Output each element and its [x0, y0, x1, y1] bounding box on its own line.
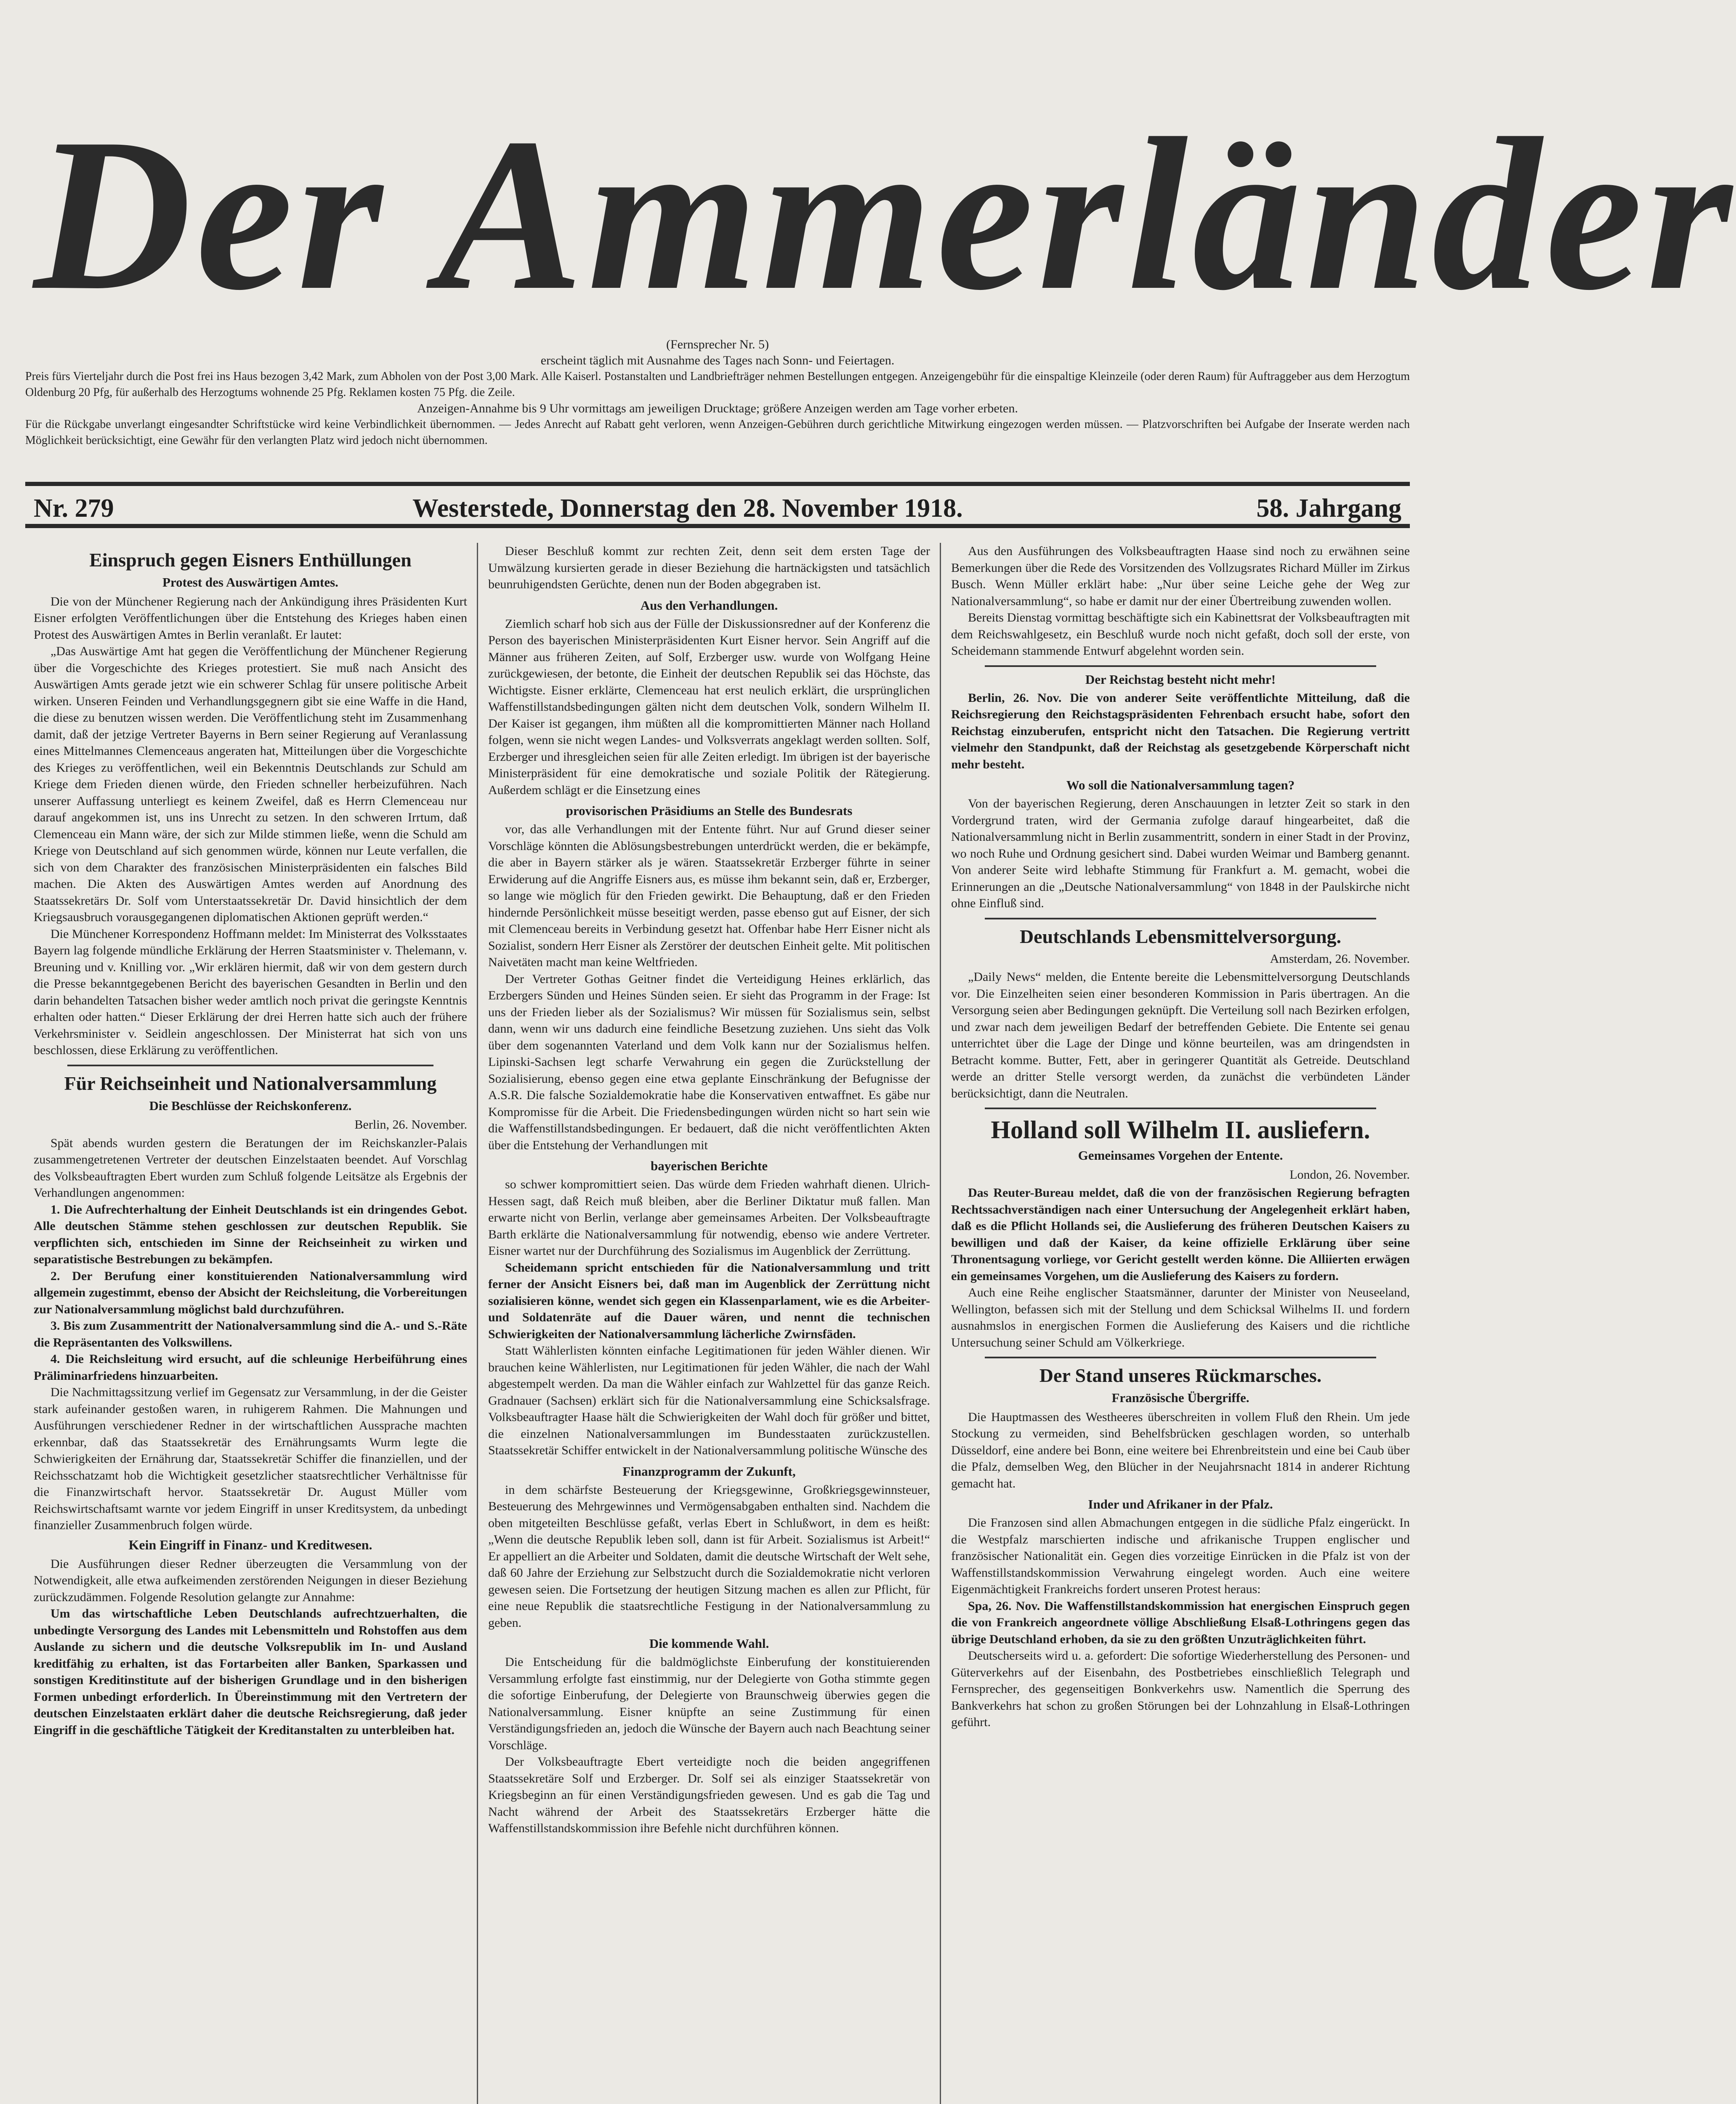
paragraph: Bereits Dienstag vormittag beschäftigte sich ein Kabinettsrat der Volksbeauftragten mit dem Reichswahlgesetz, ein Beschluß wurde noch nicht gefaßt, doch soll der erste, von Scheidemann stammende Entwurf abgelehnt worden sein.	[951, 611, 1410, 658]
paragraph: Auch eine Reihe englischer Staatsmänner, darunter der Minister von Neuseeland, Wellington, befassen sich mit der Stellung und dem Schicksal Wilhelms II. und fordern ausnahmslos in energischen Formen die Auslieferung des Kaisers und die richtliche Untersuchung seiner Schuld am Völkerkriege.	[951, 1286, 1410, 1350]
paragraph: 4. Die Reichsleitung wird ersucht, auf die schleunige Herbeiführung eines Präliminarfriedens hinzuarbeiten.	[34, 1352, 467, 1383]
paragraph: Scheidemann spricht entschieden für die Nationalversammlung und tritt ferner der Ansicht Eisners bei, daß man im Augenblick der Zerrüttung nicht sozialisieren könne, wendet sich gegen ein Klassenparlament, wie es die Arbeiter- und Soldatenräte auf die Dauer wären, und nennt die technischen Schwierigkeiten der Nationalversammlung lächerliche Zwirnsfäden.	[488, 1260, 930, 1341]
paragraph: Die Nachmittagssitzung verlief im Gegensatz zur Versammlung, in der die Geister stark aufeinander gestoßen waren, in ruhigerem Rahmen. Die Mahnungen und Ausführungen verschiedener Redner in der wirtschaftlichen Aussprache machten erkennbar, daß das Staatssekretär des Ernährungsamts Wurm legte die Schwierigkeiten der Ernährung dar, Staatssekretär Schiffer die finanziellen, und der Reichsschatzamt hob die Wichtigkeit gesetzlicher staatsrechtlicher Verhältnisse für die Finanzwirtschaft hervor. Staatssekretär Dr. August Müller vom Reichswirtschaftsamt warnte vor jedem Eingriff in unser Kreditsystem, da unbedingt finanzieller Zusammenbruch folgen würde.	[34, 1385, 467, 1532]
section-heading: Finanzprogramm der Zukunft,	[622, 1464, 796, 1479]
paragraph: „Daily News“ melden, die Entente bereite die Lebensmittelversorgung Deutschlands vor. Die Einzelheiten seien einer besonderen Kommission in Paris übertragen. An die Versorgung seien aber Bedingungen geknüpft. Die Verteilung soll nach Bezirken erfolgen, und zwar nach dem jeweiligen Bedarf der betreffenden Gebiete. Die Entente sei genau unterrichtet über die Lage der Dinge und könne beurteilen, was am dringendsten in Betracht komme. Butter, Fett, aber in geringerer Quantität als Getreide. Deutschland werde an dritter Stelle versorgt werden, da zunächst die verbündeten Länder berücksichtigt, dann die Neutralen.	[951, 970, 1410, 1100]
article-subheadline: Protest des Auswärtigen Amtes.	[162, 575, 338, 590]
article-headline: Holland soll Wilhelm II. ausliefern.	[991, 1116, 1370, 1144]
paragraph: Ziemlich scharf hob sich aus der Fülle der Diskussionsredner auf der Konferenz die Person des bayerischen Ministerpräsidenten Kurt Eisner hervor. Sein Angriff auf die Männer aus früheren Zeiten, auf Solf, Erzberger usw. wurde von Wolfgang Heine zurückgewiesen, der betonte, die Einheit der deutschen Republik sei das Höchste, das Wichtigste. Eisner erklärte, Clemenceau hat erst neulich erklärt, die ursprünglichen Waffenstillstandsbedingungen gälten nicht dem deutschen Volk, sondern Wilhelm II. Der Kaiser ist gegangen, ihm müßten all die kompromittierten Männer nach Holland folgen, wenn sie nicht wegen Landes- und Volksverrats angeklagt werden sollten. Solf, Erzberger und ihresgleichen seien für alle Zeiten erledigt. Im übrigen ist der bayerische Ministerpräsident für eine demokratische und soziale Politik der Rätegierung. Außerdem schlägt er die Einsetzung eines	[488, 616, 930, 797]
article-divider	[985, 1108, 1376, 1109]
article-divider	[985, 665, 1376, 667]
paragraph: 2. Der Berufung einer konstituierenden Nationalversammlung wird allgemein zugestimmt, ebenso der Absicht der Reichsleitung, die Vorbereitungen zur Nationalversammlung möglichst bald durchzuführen.	[34, 1269, 467, 1316]
article-headline: Für Reichseinheit und Nationalversammlung	[64, 1072, 437, 1094]
paragraph: Das Reuter-Bureau meldet, daß die von der französischen Regierung befragten Rechtssachverständigen nach einer Untersuchung der Angelegenheit erklärt haben, daß es die Pflicht Hollands sei, die Auslieferung des früheren Deutschen Kaisers zu bewilligen und daß der Kaiser, da keine offizielle Erklärung über seine Thronentsagung vorliege, vor Gericht gestellt werden könne. Die Alliierten erwägen ein gemeinsames Vorgehen, um die Auslieferung des Kaisers zu fordern.	[951, 1186, 1410, 1283]
article-headline: Einspruch gegen Eisners Enthüllungen	[89, 549, 412, 571]
paragraph: Der Vertreter Gothas Geitner findet die Verteidigung Heines erklärlich, das Erzbergers Sünden und Heines Sünden seien. Er sieht das Programm in der Frage: Ist uns der Frieden lieber als der Sozialismus? Wir müssen für Sozialismus sein, selbst dann, wenn wir uns dadurch eine feindliche Besetzung zuziehen. Uns sieht das Volk über dem sogenannten Vaterland und dem Volk kann nur der Sozialismus helfen. Lipinski-Sachsen legt scharfe Verwahrung ein gegen die Zurückstellung der Sozialisierung, ebenso gegen eine etwa geplante Einschränkung der Befugnisse der A.S.R. Die falsche Sozialdemokratie habe die Konservativen entwaffnet. Es gäbe nur Kompromisse für die Arbeit. Die Friedensbedingungen würden nicht so hart sein wie die Waffenstillstandsbedingungen. Er bedauert, daß die nicht veröffentlichten Akten über die Entstehung der Verhandlungen mit	[488, 972, 930, 1152]
article-dateline: Amsterdam, 26. November.	[1270, 951, 1410, 966]
issue-date: Westerstede, Donnerstag den 28. November 1918.	[412, 494, 963, 523]
section-heading: Aus den Verhandlungen.	[640, 598, 778, 613]
paragraph: vor, das alle Verhandlungen mit der Entente führt. Nur auf Grund dieser seiner Vorschläge könnten die Ablösungsbestrebungen unterdrückt werden, die er bekämpfe, die aber in Bayern stärker als je wären. Staatssekretär Erzberger führte in seiner Erwiderung auf die Angriffe Eisners aus, es müsse ihm bekannt sein, daß er, Erzberger, so lange wie möglich für den Frieden gewirkt. Die Behauptung, daß er den Frieden hindernde Persönlichkeit müsse beseitigt werden, passe ebenso gut auf Eisner, der sich mit Clemenceau bereits in Verbindung gesetzt hat. Offenbar habe Herr Eisner nicht als Sozialist, sondern Herr Eisner als Zerstörer der deutschen Einheit gelte. Mit politischen Naivetäten macht man keine Weltfrieden.	[488, 822, 930, 969]
paragraph: Deutscherseits wird u. a. gefordert: Die sofortige Wiederherstellung des Personen- und Güterverkehrs auf der Eisenbahn, des Postbetriebes einschließlich Telegraph und Fernsprecher, des gegenseitigen Bonkverkehrs usw. Namentlich die Sperrung des Bankverkehrs hat schon zu großen Störungen bei der Lohnzahlung in Elsaß-Lothringen geführt.	[951, 1649, 1410, 1729]
article-subheadline: Gemeinsames Vorgehen der Entente.	[1078, 1148, 1283, 1163]
paragraph: in dem schärfste Besteuerung der Kriegsgewinne, Großkriegsgewinnsteuer, Besteuerung des Mehrgewinnes und Vermögensabgaben enthalten sind. Nachdem die oben mitgeteilten Beschlüsse gefaßt, verlas Ebert in Schlußwort, in dem es heißt: „Wenn die deutsche Republik leben soll, dann ist für Arbeit. Sozialismus ist Arbeit!“ Er appelliert an die Arbeiter und Soldaten, damit die deutsche Wirtschaft der Welt sehe, daß 60 Jahre der Erziehung zur Selbstzucht durch die Sozialdemokratie nicht verloren gewesen seien. Die Fortsetzung der heutigen Sitzung machen es allen zur Pflicht, für eine neue Republik die staatsrechtliche Festigung in der Nationalversammlung zu geben.	[488, 1482, 930, 1630]
paragraph: Aus den Ausführungen des Volksbeauftragten Haase sind noch zu erwähnen seine Bemerkungen über die Rede des Vorsitzenden des Vollzugsrates Richard Müller im Zirkus Busch. Wenn Müller erklärt habe: „Nur über seine Leiche gehe der Weg zur Nationalversammlung“, so habe er damit nur der einer Übertreibung zuwenden wollen.	[951, 544, 1410, 608]
article-subheadline: Die Beschlüsse der Reichskonferenz.	[149, 1098, 352, 1113]
price-line: Preis fürs Vierteljahr durch die Post frei ins Haus bezogen 3,42 Mark, zum Abholen von der Post 3,00 Mark. Alle Kaiserl. Postanstalten und Landbriefträger nehmen Bestellungen entgegen. Anzeigengebühr für die einspaltige Kleinzeile (oder deren Raum) für Auftraggeber aus dem Herzogtum Oldenburg 20 Pfg, für außerhalb des Herzogtums wohnende 25 Pfg. Reklamen kosten 75 Pfg. die Zeile.	[25, 370, 1410, 399]
article-dateline: London, 26. November.	[1289, 1167, 1410, 1182]
paragraph: Spa, 26. Nov. Die Waffenstillstandskommission hat energischen Einspruch gegen die von Frankreich angeordnete völlige Abschließung Elsaß-Lothringens gegen das übrige Deutschland erhoben, da sie zu den größten Unzuträglichkeiten führt.	[951, 1599, 1410, 1646]
section-heading: Inder und Afrikaner in der Pfalz.	[1088, 1497, 1273, 1512]
article-divider	[985, 918, 1376, 919]
return-line: Für die Rückgabe unverlangt eingesandter Schriftstücke wird keine Verbindlichkeit übernommen. — Jedes Anrecht auf Rabatt geht verloren, wenn Anzeigen-Gebühren durch gerichtliche Mitwirkung eingezogen werden müssen. — Platzvorschriften bei Aufgabe der Inserate werden nach Möglichkeit berücksichtigt, eine Gewähr für den verlangten Platz wird jedoch nicht übernommen.	[25, 418, 1410, 447]
article-headline: Deutschlands Lebensmittelversorgung.	[1019, 925, 1342, 947]
paragraph: Die Ausführungen dieser Redner überzeugten die Versammlung von der Notwendigkeit, alle etwa aufkeimenden zerstörenden Neigungen in dieser Beziehung zurückzudämmen. Folgende Resolution gelangte zur Annahme:	[34, 1557, 467, 1604]
column-3	[951, 543, 1410, 2104]
paragraph: Die Entscheidung für die baldmöglichste Einberufung der konstituierenden Versammlung erfolgte fast einstimmig, nur der Delegierte von Gotha stimmte gegen die sofortige Einberufung, der Delegierte von Braunschweig überwies gegen die Nationalversammlung. Eisner knüpfte an seine Zustimmung für einen Verständigungsfrieden an, jedoch die Wünsche der Bayern auch nach Beachtung seiner Vorschläge.	[488, 1655, 930, 1752]
column-divider	[940, 543, 941, 2104]
appearance-line: erscheint täglich mit Ausnahme des Tages nach Sonn- und Feiertagen.	[540, 353, 895, 367]
column-divider	[477, 543, 478, 2104]
phone-line: (Fernsprecher Nr. 5)	[666, 337, 769, 351]
issue-number: Nr. 279	[34, 494, 114, 523]
publisher-notice	[25, 337, 1410, 449]
section-heading: Wo soll die Nationalversammlung tagen?	[1066, 778, 1295, 792]
paragraph: Der Volksbeauftragte Ebert verteidigte noch die beiden angegriffenen Staatssekretäre Solf und Erzberger. Dr. Solf sei als einziger Staatssekretär von Kriegsbeginn an für einen Verständigungsfrieden gewesen. Und es gab die Tag und Nacht während der Arbeit des Staatssekretärs Erzberger hätte die Waffenstillstandskommission ihre Befehle nicht durchführen können.	[488, 1755, 930, 1835]
article-dateline: Berlin, 26. November.	[354, 1118, 467, 1132]
section-heading: Der Reichstag besteht nicht mehr!	[1085, 672, 1276, 687]
article-subheadline: Französische Übergriffe.	[1111, 1390, 1249, 1405]
paragraph: Um das wirtschaftliche Leben Deutschlands aufrechtzuerhalten, die unbedingte Versorgung des Landes mit Lebensmitteln und Rohstoffen aus dem Auslande zu sichern und die deutsche Volksrepublik im In- und Ausland kreditfähig zu erhalten, ist das Fortarbeiten aller Banken, Sparkassen und sonstigen Kreditinstitute auf der bisherigen Grundlage und in den bisherigen Formen unbedingt erforderlich. In Übereinstimmung mit den Vertretern der deutschen Einzelstaaten erklärt daher die deutsche Reichsregierung, daß jeder Eingriff in die geschäftliche Tätigkeit der Kreditanstalten zu unterbleiben hat.	[34, 1607, 467, 1737]
section-heading: provisorischen Präsidiums an Stelle des Bundesrats	[566, 803, 853, 818]
paragraph: Die von der Münchener Regierung nach der Ankündigung ihres Präsidenten Kurt Eisner erfolgten Veröffentlichungen über die Entstehung des Krieges haben einen Protest des Auswärtigen Amtes in Berlin veranlaßt. Er lautet:	[34, 594, 467, 642]
paragraph: 1. Die Aufrechterhaltung der Einheit Deutschlands ist ein dringendes Gebot. Alle deutschen Stämme stehen geschlossen zur deutschen Republik. Sie verpflichten sich, entschieden im Sinne der Reichseinheit zu wirken und separatistische Bestrebungen zu bekämpfen.	[34, 1202, 467, 1266]
ads-line: Anzeigen-Annahme bis 9 Uhr vormittags am jeweiligen Drucktage; größere Anzeigen werden am Tage vorher erbeten.	[417, 401, 1018, 415]
section-heading: bayerischen Berichte	[650, 1158, 768, 1173]
article-headline: Der Stand unseres Rückmarsches.	[1039, 1365, 1322, 1386]
paragraph: Statt Wählerlisten könnten einfache Legitimationen für jeden Wähler dienen. Wir brauchen keine Wählerlisten, nur Legitimationen für jeden Wähler, die nach der Wahl abgestempelt werden. Da man die Wähler einfach zur Wahlzettel für das ganze Reich. Gradnauer (Sachsen) erklärt sich für die Nationalversammlung eine Schicksalsfrage. Volksbeauftragter Haase hält die Schwierigkeiten der Wahl doch für größer und bittet, die einzelnen Nationalversammlungen im Bundesstaaten zurückzustellen. Staatssekretär Schiffer entwickelt in der Nationalversammlung politische Wünsche des	[488, 1344, 930, 1457]
paragraph: Dieser Beschluß kommt zur rechten Zeit, denn seit dem ersten Tage der Umwälzung kursierten gerade in dieser Beziehung die hartnäckigsten und tatsächlich beunruhigendsten Gerüchte, denen nun der Boden abgegraben ist.	[488, 544, 930, 591]
paragraph: so schwer kompromittiert seien. Das würde dem Frieden wahrhaft dienen. Ulrich-Hessen sagt, daß Reich muß bleiben, aber die Berliner Diktatur muß fallen. Man erwarte nicht von Berlin, verlange aber gemeinsames Arbeiten. Der Volksbeauftragte Barth erklärte die Nationalversammlung für notwendig, ebenso wie andere Vertreter. Eisner wartet nur der Durchführung des Sozialismus im Augenblick der Zerrüttung.	[488, 1177, 930, 1258]
newspaper-masthead: Der Ammerländer	[34, 93, 1736, 335]
volume-number: 58. Jahrgang	[1256, 494, 1401, 523]
paragraph: Die Hauptmassen des Westheeres überschreiten in vollem Fluß den Rhein. Um jede Stockung zu vermeiden, sind Behelfsbrücken geschlagen worden, so unterhalb Düsseldorf, eine andere bei Bonn, eine weitere bei Ehrenbreitstein und eine bei Caub über die Pfalz, demselben Weg, den Blücher in der Neujahrsnacht 1814 in anderer Richtung gemacht hat.	[951, 1410, 1410, 1490]
paragraph: Von der bayerischen Regierung, deren Anschauungen in letzter Zeit so stark in den Vordergrund traten, wird der Germania zufolge darauf hingearbeitet, daß die Nationalversammlung nicht in Berlin zusammentritt, sondern in einer Stadt in der Provinz, wo noch Ruhe und Ordnung gesichert sind. Dabei wurden Weimar und Bamberg genannt. Von anderer Seite wird lebhafte Stimmung für Frankfurt a. M. gemacht, wobei die Erinnerungen an die „Deutsche Nationalversammlung“ von 1848 in der Paulskirche nicht ohne Einfluß sind.	[951, 797, 1410, 910]
paragraph: Berlin, 26. Nov. Die von anderer Seite veröffentlichte Mitteilung, daß die Reichsregierung den Reichstagspräsidenten Fehrenbach ersucht habe, sofort den Reichstag einzuberufen, entspricht nicht den Tatsachen. Die Regierung vertritt vielmehr den Standpunkt, daß der Reichstag als gesetzgebende Körperschaft nicht mehr besteht.	[951, 691, 1410, 771]
paragraph: „Das Auswärtige Amt hat gegen die Veröffentlichung der Münchener Regierung über die Vorgeschichte des Krieges protestiert. Sie muß nach Ansicht des Auswärtigen Amts gerade jetzt wie ein schwerer Schlag für unsere politische Arbeit wirken. Unseren Feinden und Verhandlungsgegnern gibt sie eine Waffe in die Hand, die diese zu benutzen wissen werden. Die Veröffentlichung steht im Zusammenhang damit, daß der jetzige Vertreter Bayerns in Bern seiner Regierung auf Veranlassung eines Mittelmannes Clemenceaus angeraten hat, Mitteilungen über die Vorgeschichte des Krieges zu veröffentlichen, weil ein Bekenntnis Deutschlands zur Schuld am Kriege dem Frieden dienen würde, den Frieden schneller herbeizuführen. Nach unserer Auffassung unterliegt es keinem Zweifel, daß es Herrn Clemenceau nur darauf angekommen ist, uns ins Unrecht zu setzen. In den schweren Irrtum, daß Clemenceau ein Mann wäre, der sich zur Milde stimmen ließe, wenn die Schuld am Kriege von Deutschland auf sich genommen würde, können nur Leute verfallen, die sich von dem Charakter des französischen Ministerpräsidenten ein falsches Bild machen. Die Akten des Auswärtigen Amtes werden auf Anordnung des Staatssekretärs Dr. Solf vom Unterstaatssekretär Dr. David hinsichtlich der dem Kriegsausbruch vorausgegangenen diplomatischen Aktionen geprüft werden.“	[34, 644, 467, 924]
section-heading: Die kommende Wahl.	[649, 1636, 769, 1651]
paragraph: Die Münchener Korrespondenz Hoffmann meldet: Im Ministerrat des Volksstaates Bayern lag folgende mündliche Erklärung der Herren Staatsminister v. Thelemann, v. Breuning und v. Knilling vor. „Wir erklären hiermit, daß wir von dem gestern durch die Presse bekanntgegebenen Bericht des bayerischen Gesandten in Berlin und den darin behandelten Tatsachen bisher weder amtlich noch privat die geringste Kenntnis erhalten oder hatten.“ Dieser Erklärung der drei Herren hatte sich auch der frühere Verkehrsminister v. Seidlein angeschlossen. Der Ministerrat hat sich von uns beschlossen, diese Erklärung zu veröffentlichen.	[34, 927, 467, 1057]
paragraph: Die Franzosen sind allen Abmachungen entgegen in die südliche Pfalz eingerückt. In die Westpfalz marschierten indische und afrikanische Truppen englischer und französischer Nationalität ein. Gegen dies vorzeitige Einrücken in die Pfalz ist von der Waffenstillstandskommission Verwahrung eingelegt worden. Auch eine weitere Eigenmächtigkeit Frankreichs fordert unseren Protest heraus:	[951, 1516, 1410, 1596]
article-divider	[985, 1357, 1376, 1358]
column-1	[34, 543, 467, 2104]
column-2	[488, 543, 930, 2104]
dateline-bar	[25, 482, 1410, 528]
article-divider	[67, 1065, 433, 1066]
paragraph: 3. Bis zum Zusammentritt der Nationalversammlung sind die A.- und S.-Räte die Repräsentanten des Volkswillens.	[34, 1319, 467, 1350]
section-heading: Kein Eingriff in Finanz- und Kreditwesen.	[128, 1537, 372, 1552]
paragraph: Spät abends wurden gestern die Beratungen der im Reichskanzler-Palais zusammengetretenen Vertreter der deutschen Einzelstaaten beendet. Auf Vorschlag des Volksbeauftragten Ebert wurden zum Schluß folgende Leitsätze als Ergebnis der Verhandlungen angenommen:	[34, 1136, 467, 1200]
